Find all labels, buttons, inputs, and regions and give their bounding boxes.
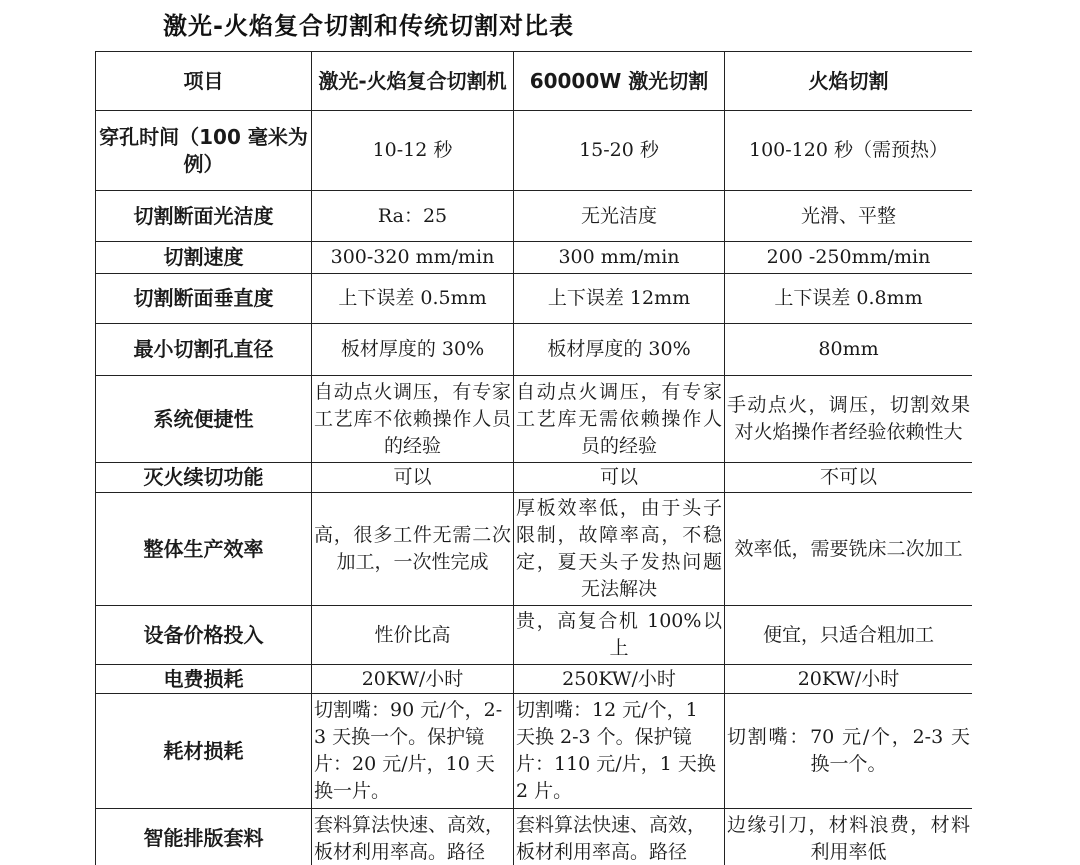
table-row xyxy=(96,274,973,324)
cell-flame: 光滑、平整 xyxy=(725,191,973,242)
header-item: 项目 xyxy=(96,52,312,111)
cell-flame: 80mm xyxy=(725,324,973,376)
cell-laser: 无光洁度 xyxy=(514,191,725,242)
cell-flame: 100-120 秒（需预热） xyxy=(725,111,973,191)
table-row xyxy=(96,376,973,463)
cell-flame: 上下误差 0.8mm xyxy=(725,274,973,324)
table-row xyxy=(96,191,973,242)
cell-hybrid: 自动点火调压，有专家工艺库不依赖操作人员的经验 xyxy=(312,376,514,463)
table-row xyxy=(96,665,973,694)
cell-laser: 厚板效率低，由于头子限制，故障率高，不稳定，夏天头子发热问题无法解决 xyxy=(514,493,725,606)
cell-hybrid: 20KW/小时 xyxy=(312,665,514,694)
document-title: 激光-火焰复合切割和传统切割对比表 xyxy=(163,12,574,40)
cell-hybrid: 切割嘴：90 元/个，2-3 天换一个。保护镜片：20 元/片，10 天换一片。 xyxy=(312,694,514,809)
cell-hybrid: 板材厚度的 30% xyxy=(312,324,514,376)
table-row xyxy=(96,606,973,665)
row-label: 系统便捷性 xyxy=(96,376,312,463)
cell-hybrid: 可以 xyxy=(312,463,514,493)
cell-flame: 200 -250mm/min xyxy=(725,242,973,274)
cell-flame: 不可以 xyxy=(725,463,973,493)
cell-flame: 手动点火，调压，切割效果对火焰操作者经验依赖性大 xyxy=(725,376,973,463)
row-label: 穿孔时间（100 毫米为例） xyxy=(96,111,312,191)
row-label: 设备价格投入 xyxy=(96,606,312,665)
cell-flame: 切割嘴：70 元/个，2-3 天换一个。 xyxy=(725,694,973,809)
cell-laser: 可以 xyxy=(514,463,725,493)
row-label: 电费损耗 xyxy=(96,665,312,694)
header-hybrid-laser-flame: 激光-火焰复合切割机 xyxy=(312,52,514,111)
cell-flame: 效率低，需要铣床二次加工 xyxy=(725,493,973,606)
header-flame-cutting: 火焰切割 xyxy=(725,52,973,111)
cell-laser: 板材厚度的 30% xyxy=(514,324,725,376)
row-label: 灭火续切功能 xyxy=(96,463,312,493)
cell-laser: 250KW/小时 xyxy=(514,665,725,694)
cell-laser: 自动点火调压，有专家工艺库无需依赖操作人员的经验 xyxy=(514,376,725,463)
cell-laser: 切割嘴：12 元/个，1 天换 2-3 个。保护镜片：110 元/片，1 天换 2 片。 xyxy=(514,694,725,809)
cell-laser: 15-20 秒 xyxy=(514,111,725,191)
header-row xyxy=(96,52,973,111)
row-label: 耗材损耗 xyxy=(96,694,312,809)
table-row xyxy=(96,242,973,274)
cell-laser: 贵，高复合机 100%以上 xyxy=(514,606,725,665)
cell-flame: 便宜，只适合粗加工 xyxy=(725,606,973,665)
table-row xyxy=(96,463,973,493)
comparison-table-container xyxy=(95,51,972,865)
cell-hybrid: 上下误差 0.5mm xyxy=(312,274,514,324)
cell-laser: 300 mm/min xyxy=(514,242,725,274)
table-row xyxy=(96,809,973,865)
row-label: 智能排版套料 xyxy=(96,809,312,865)
table-row xyxy=(96,324,973,376)
header-60000w-laser: 60000W 激光切割 xyxy=(514,52,725,111)
row-label: 切割断面光洁度 xyxy=(96,191,312,242)
row-label: 整体生产效率 xyxy=(96,493,312,606)
table-row xyxy=(96,493,973,606)
cell-hybrid: 高，很多工件无需二次加工，一次性完成 xyxy=(312,493,514,606)
cell-laser: 套料算法快速、高效，板材利用率高。路径 xyxy=(514,809,725,865)
cell-hybrid: Ra：25 xyxy=(312,191,514,242)
cell-flame: 20KW/小时 xyxy=(725,665,973,694)
cell-hybrid: 性价比高 xyxy=(312,606,514,665)
cell-hybrid: 300-320 mm/min xyxy=(312,242,514,274)
cell-laser: 上下误差 12mm xyxy=(514,274,725,324)
comparison-table xyxy=(95,51,972,865)
cell-hybrid: 套料算法快速、高效，板材利用率高。路径 xyxy=(312,809,514,865)
table-row xyxy=(96,694,973,809)
row-label: 最小切割孔直径 xyxy=(96,324,312,376)
table-row xyxy=(96,111,973,191)
cell-flame: 边缘引刀，材料浪费，材料利用率低 xyxy=(725,809,973,865)
row-label: 切割断面垂直度 xyxy=(96,274,312,324)
row-label: 切割速度 xyxy=(96,242,312,274)
cell-hybrid: 10-12 秒 xyxy=(312,111,514,191)
